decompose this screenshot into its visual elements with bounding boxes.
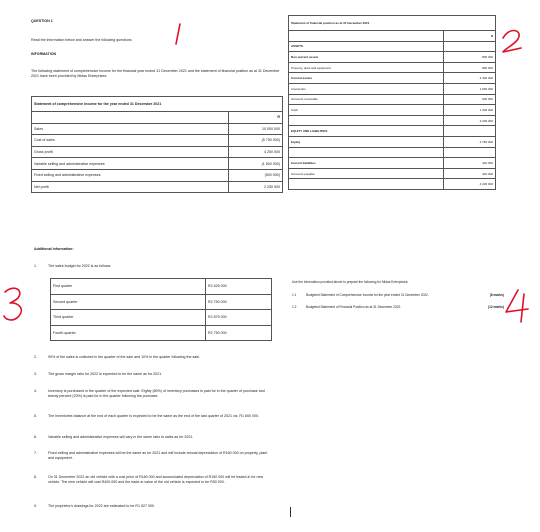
table-row: Property, plant and equipment 800 000 — [289, 62, 496, 73]
table-row: Net profit 2 250 000 — [32, 181, 283, 193]
text-cursor — [290, 507, 291, 517]
table-row: Second quarter R2 750 000 — [51, 294, 272, 310]
table-row: Current liabilities 440 000 — [289, 158, 496, 169]
table-row: Cost of sales (5 750 000) — [32, 135, 283, 147]
list-item: 8. On 31 December 2022 an old vehicle with a cost price of R180 000 and accumulated depreciation of R150 000 will be traded-in for new vehicle. The new vehicle will cost R400 000 and the trade-in value of the old vehicle is expected to be R50 000. — [34, 475, 264, 484]
list-item: 9. The proprietor's drawings for 2022 are estimated to be R1 527 000. — [34, 504, 155, 508]
table-row: Fixed selling and administrative expenses (500 000) — [32, 169, 283, 181]
income-statement-table — [31, 96, 283, 193]
list-item: 5. The inventories balance at the end of each quarter is expected to be the same as the end of the last quarter of 2021 viz. R1 600 000. — [34, 414, 259, 418]
list-item: 4. Inventory is purchased in the quarter of the expected sale. Eighty (80%) of inventory purchases is paid for in the quarter of purchase and twenty percent (20%) is paid for in the quarter following the purchase. — [34, 389, 265, 398]
task-item: 1.2 Budgeted Statement of Financial Position as at 31 December 2022. (12 marks) — [292, 305, 504, 309]
table-row: Third quarter R2 875 000 — [51, 310, 272, 326]
handwritten-number-2 — [503, 31, 521, 52]
table-row: 4 200 000 — [289, 179, 496, 190]
list-item: 6. Variable selling and administrative expenses will vary in the same ratio to sales as for 2021. — [34, 435, 194, 439]
list-item: 1. The sales budget for 2022 is as follows: — [34, 264, 112, 268]
information-heading: INFORMATION — [31, 52, 57, 56]
instruction-text: Read the information below and answer the following questions — [31, 38, 132, 42]
table-row: Inventories 1 600 000 — [289, 83, 496, 94]
table-row — [289, 147, 496, 158]
sales-budget-table — [50, 278, 272, 341]
table-row: ASSETS — [289, 41, 496, 52]
currency-header: R — [444, 31, 496, 42]
table-row: Non-current assets 800 000 — [289, 52, 496, 63]
currency-header: R — [229, 112, 283, 124]
financial-position-title: Statement of financial position as at 31 December 2021 — [289, 16, 496, 31]
table-row: Fourth quarter R2 750 000 — [51, 325, 272, 341]
table-row: Equity 3 760 000 — [289, 136, 496, 147]
table-row: Accounts receivable 600 000 — [289, 94, 496, 105]
table-row: Variable selling and administrative expenses (1 500 000) — [32, 158, 283, 170]
table-row: Current assets 3 400 000 — [289, 73, 496, 84]
task-intro: Use the information provided above to prepare the following for Midas Enterprises: — [292, 280, 409, 284]
task-item: 1.1 Budgeted Statement of Comprehensive Income for the year ended 31 December 2022. (8 marks) — [292, 293, 504, 297]
list-item: 2. 90% of the sales is collected in the quarter of the sale and 10% in the quarter following the sale. — [34, 355, 201, 359]
list-item: 3. The gross margin ratio for 2022 is expected to be the same as for 2021. — [34, 372, 163, 376]
table-row: Accounts payable 440 000 — [289, 168, 496, 179]
question-heading: QUESTION 1 — [31, 19, 53, 23]
handwritten-number-3 — [4, 288, 21, 320]
table-row: 4 200 000 — [289, 115, 496, 126]
financial-position-table — [288, 15, 496, 190]
table-row: First quarter R2 625 000 — [51, 279, 272, 295]
additional-info-heading: Additional information: — [34, 247, 74, 251]
information-paragraph: The following statement of comprehensive income for the financial year ended 31 December 2021 and the statement of financial position as at 31 December 2021 have been provided by Midas Enterprises: — [31, 69, 280, 78]
handwritten-number-4 — [506, 290, 528, 322]
table-row: EQUITY AND LIABILITIES — [289, 126, 496, 137]
income-statement-title: Statement of comprehensive income for the year ended 31 December 2021 — [32, 97, 283, 112]
table-row: Cash 1 200 000 — [289, 105, 496, 116]
table-row: Gross profit 4 250 000 — [32, 146, 283, 158]
table-row: Sales 10 000 000 — [32, 123, 283, 135]
list-item: 7. Fixed selling and administrative expenses will be the same as for 2021 and will include annual depreciation of R160 000 on property, plant and equipment. — [34, 451, 268, 460]
